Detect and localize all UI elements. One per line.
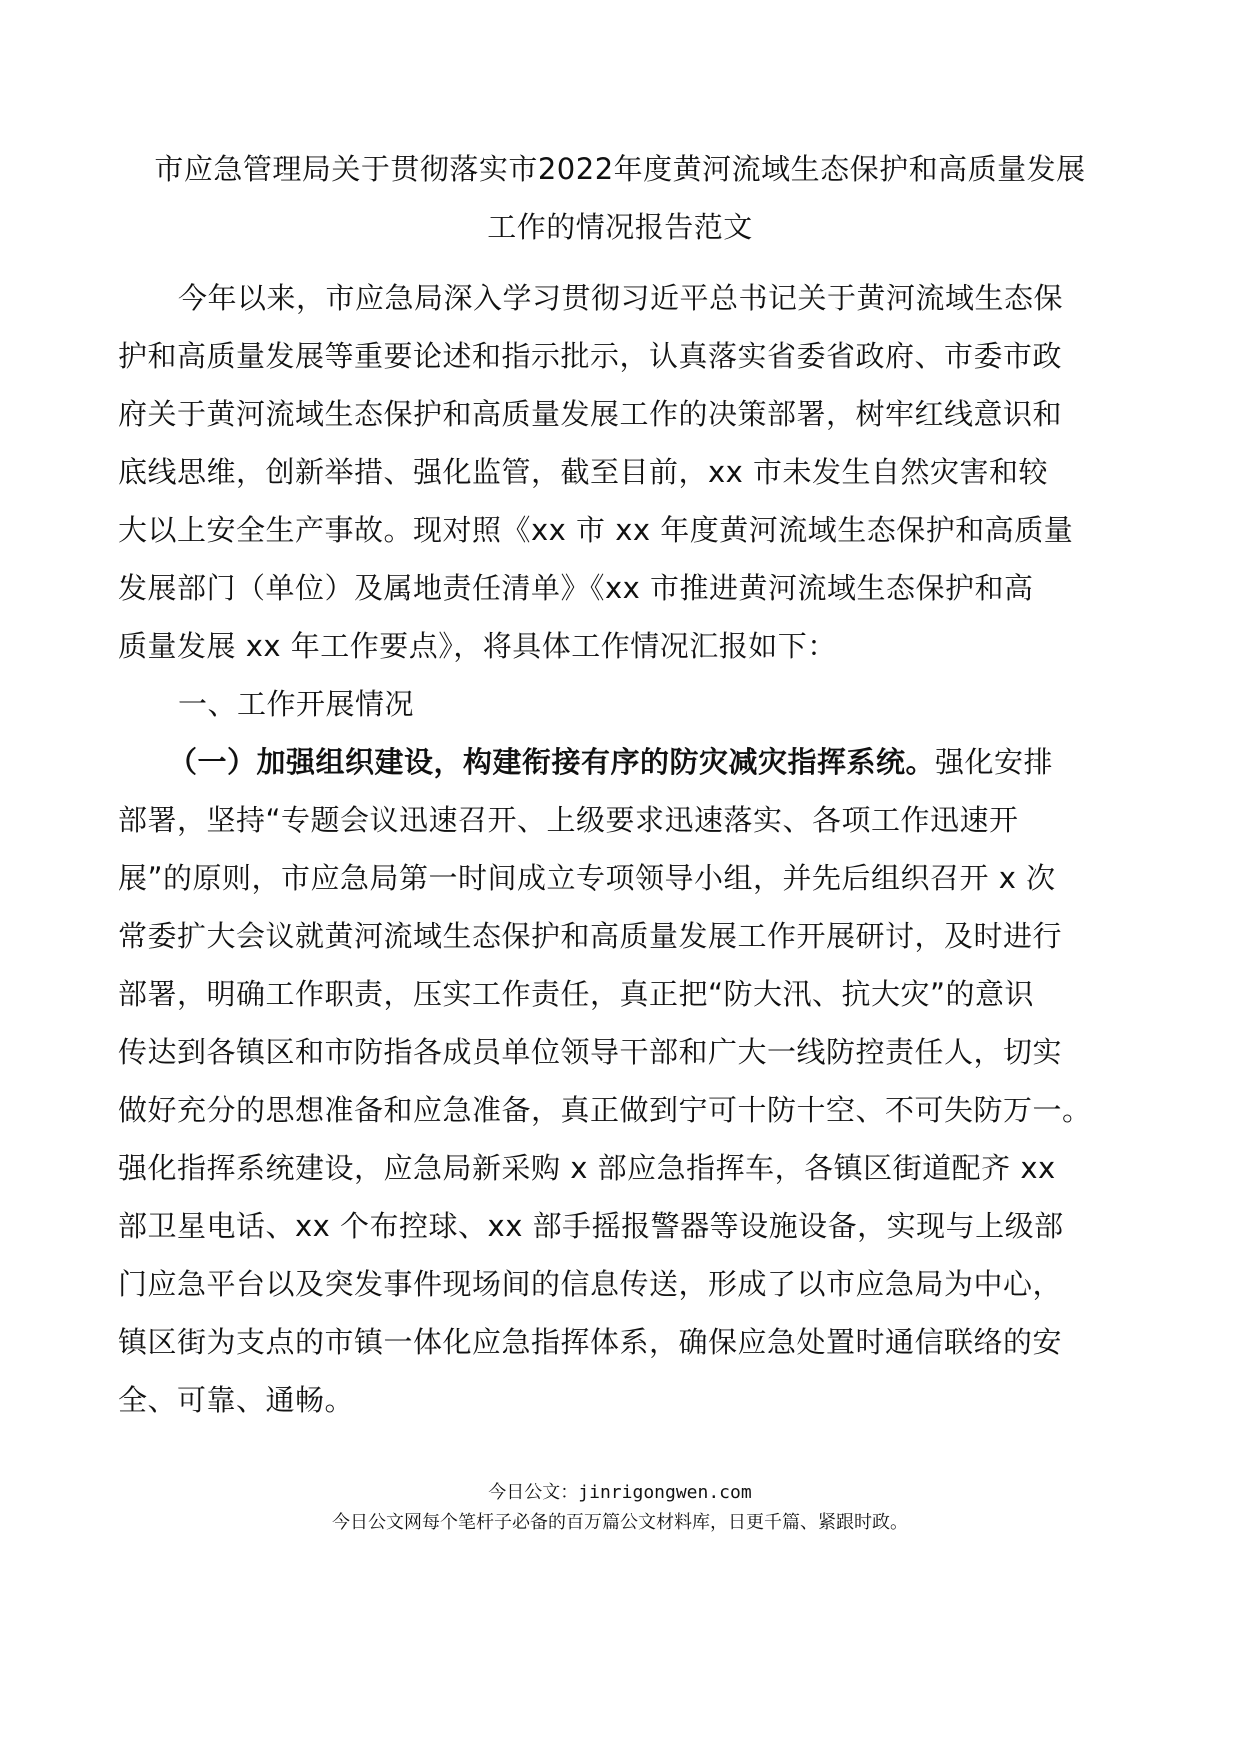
section-heading: 一、工作开展情况 xyxy=(178,687,415,721)
document-title-line-2: 工作的情况报告范文 xyxy=(487,210,753,244)
subsection-line xyxy=(168,740,1118,781)
subsection-heading: （一）加强组织建设，构建衔接有序的防灾减灾指挥系统。 xyxy=(168,745,936,779)
body-line-10: 镇区街为支点的市镇一体化应急指挥体系，确保应急处置时通信联络的安 xyxy=(118,1325,1063,1359)
body-line-8: 部卫星电话、xx 个布控球、xx 部手摇报警器等设施设备，实现与上级部 xyxy=(118,1209,1064,1243)
body-line-4: 部署，明确工作职责，压实工作责任，真正把“防大汛、抗大灾”的意识 xyxy=(118,977,1035,1011)
intro-line-2: 护和高质量发展等重要论述和指示批示，认真落实省委省政府、市委市政 xyxy=(118,339,1063,373)
body-line-9: 门应急平台以及突发事件现场间的信息传送，形成了以市应急局为中心， xyxy=(118,1267,1063,1301)
document-title-line-1: 市应急管理局关于贯彻落实市2022年度黄河流域生态保护和高质量发展 xyxy=(154,152,1086,186)
body-line-3: 常委扩大会议就黄河流域生态保护和高质量发展工作开展研讨，及时进行 xyxy=(118,919,1063,953)
intro-line-5: 大以上安全生产事故。现对照《xx 市 xx 年度黄河流域生态保护和高质量 xyxy=(118,513,1074,547)
body-line-11: 全、可靠、通畅。 xyxy=(118,1383,355,1417)
footer-slogan: 今日公文网每个笔杆子必备的百万篇公文材料库，日更千篇、紧跟时政。 xyxy=(332,1512,908,1533)
subsection-text: 强化安排 xyxy=(935,745,1054,779)
intro-line-3: 府关于黄河流域生态保护和高质量发展工作的决策部署，树牢红线意识和 xyxy=(118,397,1063,431)
intro-line-7: 质量发展 xx 年工作要点》，将具体工作情况汇报如下： xyxy=(118,629,837,663)
intro-line-6: 发展部门（单位）及属地责任清单》《xx 市推进黄河流域生态保护和高 xyxy=(118,571,1034,605)
intro-line-4: 底线思维，创新举措、强化监管，截至目前，xx 市未发生自然灾害和较 xyxy=(118,455,1049,489)
body-line-5: 传达到各镇区和市防指各成员单位领导干部和广大一线防控责任人，切实 xyxy=(118,1035,1063,1069)
body-line-2: 展”的原则，市应急局第一时间成立专项领导小组，并先后组织召开 x 次 xyxy=(118,861,1056,895)
intro-line-1: 今年以来，市应急局深入学习贯彻习近平总书记关于黄河流域生态保 xyxy=(178,281,1064,315)
body-line-6: 做好充分的思想准备和应急准备，真正做到宁可十防十空、不可失防万一。 xyxy=(118,1093,1092,1127)
footer-site-line: 今日公文：jinrigongwen.com xyxy=(488,1482,752,1503)
body-line-1: 部署，坚持“专题会议迅速召开、上级要求迅速落实、各项工作迅速开 xyxy=(118,803,1019,837)
body-line-7: 强化指挥系统建设，应急局新采购 x 部应急指挥车，各镇区街道配齐 xx xyxy=(118,1151,1056,1185)
